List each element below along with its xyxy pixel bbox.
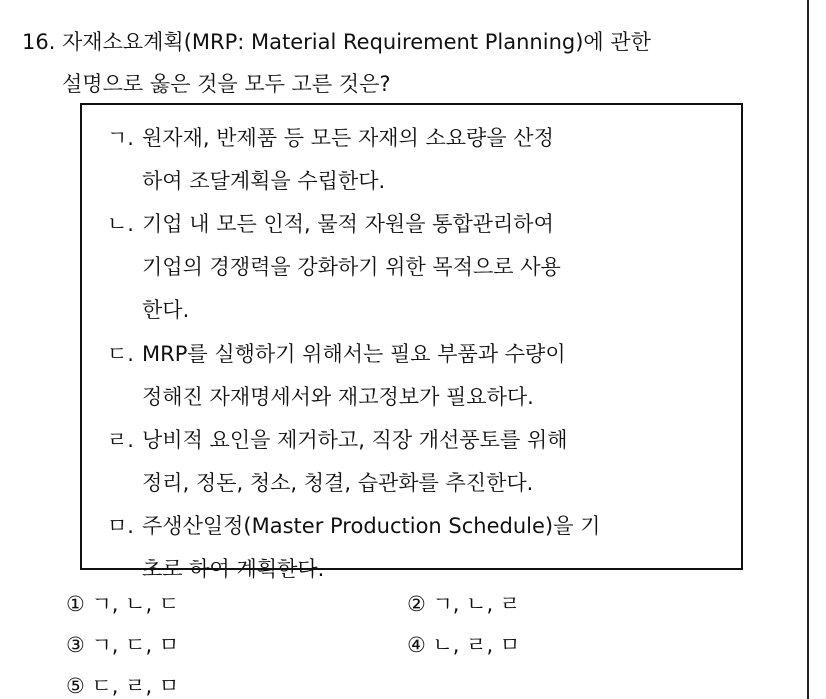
statement-line: 원자재, 반제품 등 모든 자재의 소요량을 산정	[142, 126, 554, 150]
question-number: 16.	[22, 30, 56, 54]
question-line: 설명으로 옳은 것을 모두 고른 것은?	[62, 72, 391, 96]
choice-text: ㄴ, ㄹ, ㅁ	[432, 633, 521, 657]
statement-line: 초로 하여 계획한다.	[142, 557, 325, 581]
statement-line: 정리, 정돈, 청소, 청결, 습관화를 추진한다.	[142, 471, 534, 495]
choice-text: ㄷ, ㄹ, ㅁ	[91, 674, 180, 698]
choice-number: ②	[407, 592, 426, 616]
statement-line: 정해진 자재명세서와 재고정보가 필요하다.	[142, 385, 534, 409]
choice-5[interactable]	[66, 673, 179, 699]
choice-text: ㄱ, ㄴ, ㄹ	[432, 592, 521, 616]
choice-number: ①	[66, 592, 85, 616]
choice-2[interactable]	[407, 591, 520, 617]
choice-number: ⑤	[66, 674, 85, 698]
choice-1[interactable]	[66, 591, 179, 617]
page-border-line	[807, 0, 809, 699]
statement-label: ㄷ.	[107, 342, 134, 366]
choice-4[interactable]	[407, 632, 520, 658]
statement-label: ㄱ.	[107, 126, 134, 150]
choice-text: ㄱ, ㄷ, ㅁ	[91, 633, 180, 657]
statement-line: 한다.	[142, 298, 190, 322]
choice-3[interactable]	[66, 632, 179, 658]
statement-line: 낭비적 요인을 제거하고, 직장 개선풍토를 위해	[142, 428, 568, 452]
statement-label: ㅁ.	[107, 514, 134, 538]
statement-line: 하여 조달계획을 수립한다.	[142, 169, 386, 193]
statement-line: 기업의 경쟁력을 강화하기 위한 목적으로 사용	[142, 255, 561, 279]
statement-line: MRP를 실행하기 위해서는 필요 부품과 수량이	[142, 342, 566, 366]
question-line: 자재소요계획(MRP: Material Requirement Planning)에 관한	[62, 30, 651, 54]
choice-number: ④	[407, 633, 426, 657]
choice-text: ㄱ, ㄴ, ㄷ	[91, 592, 180, 616]
statement-line: 주생산일정(Master Production Schedule)을 기	[142, 514, 601, 538]
statement-line: 기업 내 모든 인적, 물적 자원을 통합관리하여	[142, 212, 554, 236]
statement-label: ㄴ.	[107, 212, 134, 236]
statement-label: ㄹ.	[107, 428, 134, 452]
choice-number: ③	[66, 633, 85, 657]
